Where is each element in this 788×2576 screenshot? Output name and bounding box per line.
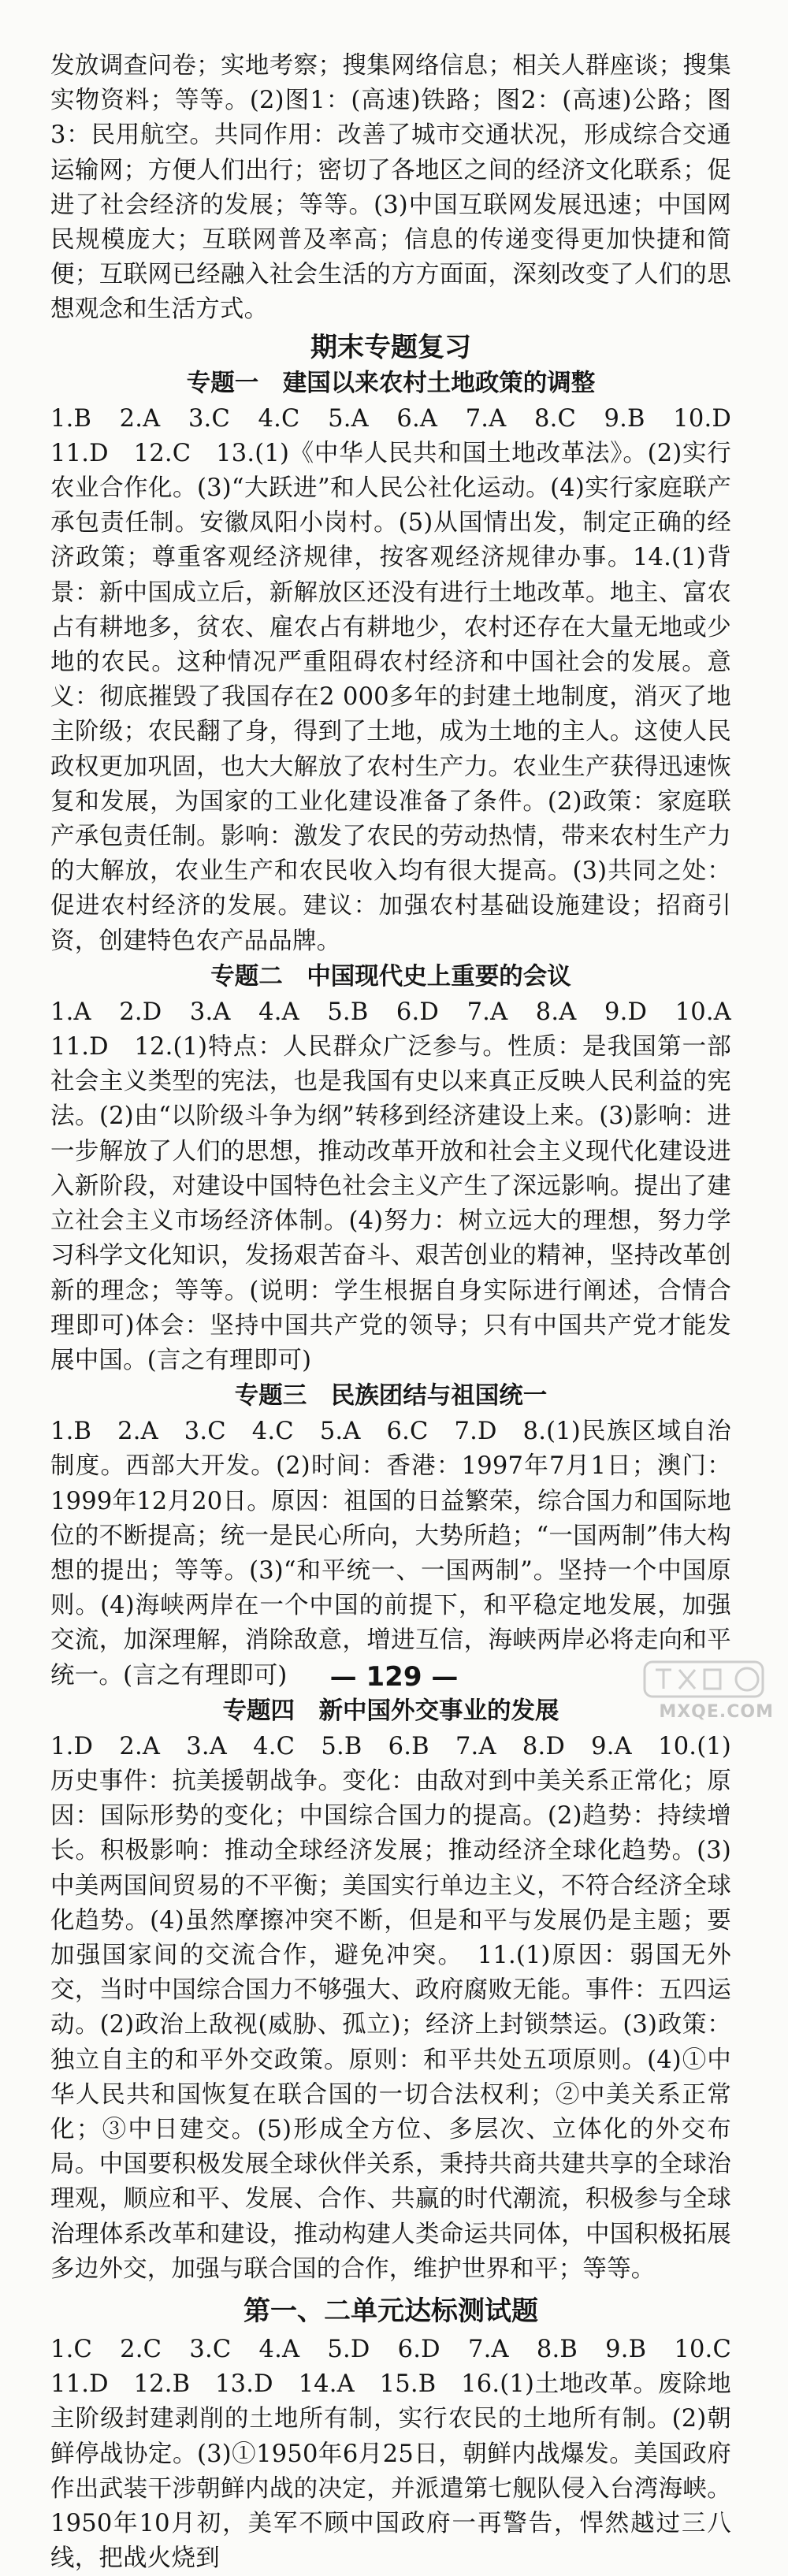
topic-1-body: 1.B 2.A 3.C 4.C 5.A 6.A 7.A 8.C 9.B 10.D 11.D 12.C 13.(1)《中华人民共和国土地改革法》。(2)实行农业合作化。(3)“大跃进”和人民公社化运动。(4)实行家庭联产承包责任制。安徽凤阳小岗村。(5)从国情出发，制定正确的经济政策；尊重客观经济规律，按客观经济规律办事。14.(1)背景：新中国成立后，新解放区还没有进行土地改革。地主、富农占有耕地多，贫农、雇农占有耕地少，农村还存在大量无地或少地的农民。这种情况严重阻碍农村经济和中国社会的发展。意义：彻底摧毁了我国存在2 000多年的封建土地制度，消灭了地主阶级；农民翻了身，得到了土地，成为土地的主人。这使人民政权更加巩固，也大大解放了农村生产力。农业生产获得迅速恢复和发展，为国家的工业化建设准备了条件。(2)政策：家庭联产承包责任制。影响：激发了农民的劳动热情，带来农村生产力的大解放，农业生产和农民收入均有很大提高。(3)共同之处：促进农村经济的发展。建议：加强农村基础设施建设；招商引资，创建特色农产品品牌。 <box>50 404 756 955</box>
topic-3-title: 专题三 民族团结与祖国统一 <box>234 1382 548 1411</box>
watermark-icon <box>640 1657 774 1704</box>
watermark-text: MXQE.COM <box>659 1702 774 1722</box>
topic-3-body: 1.B 2.A 3.C 4.C 5.A 6.C 7.D 8.(1)民族区域自治制度。西部大开发。(2)时间：香港：1997年7月1日；澳门：1999年12月20日。原因：祖国的日益繁荣，综合国力和国际地位的不断提高；统一是民心所向，大势所趋；“一国两制”伟大构想的提出；等等。(3)“和平统一、一国两制”。坚持一个中国原则。(4)海峡两岸在一个中国的前提下，和平稳定地发展，加强交流，加深理解，消除敌意，增进互信，海峡两岸必将走向和平统一。(言之有理即可) <box>50 1418 731 1689</box>
unit-test-body: 1.C 2.C 3.C 4.A 5.D 6.D 7.A 8.B 9.B 10.C 11.D 12.B 13.D 14.A 15.B 16.(1)土地改革。废除地主阶级封建剥削的土地所有制，实行农民的土地所有制。(2)朝鲜停战协定。(3)①1950年6月25日，朝鲜内战爆发。美国政府作出武装干涉朝鲜内战的决定，并派遣第七舰队侵入台湾海峡。1950年10月初，美军不顾中国政府一再警告，悍然越过三八线，把战火烧到 <box>50 2335 756 2573</box>
main-title: 期末专题复习 <box>310 331 471 363</box>
page-number: — 129 — <box>329 1661 459 1693</box>
topic-3-section <box>50 1378 731 1693</box>
topic-4-section <box>50 1693 731 2287</box>
topic-1-section <box>50 366 756 959</box>
topic-1-title: 专题一 建国以来农村土地政策的调整 <box>186 369 596 397</box>
topic-2-title: 专题二 中国现代史上重要的会议 <box>210 962 571 991</box>
unit-test-title: 第一、二单元达标测试题 <box>243 2295 538 2327</box>
topic-2-section <box>50 959 756 1378</box>
intro-paragraph: 发放调查问卷；实地考察；搜集网络信息；相关人群座谈；搜集实物资料；等等。(2)图1：(高速)铁路；图2：(高速)公路；图3：民用航空。共同作用：改善了城市交通状况，形成综合交通运输网；方便人们出行；密切了各地区之间的经济文化联系；促进了社会经济的发展；等等。(3)中国互联网发展迅速；中国网民规模庞大；互联网普及率高；信息的传递变得更加快捷和简便；互联网已经融入社会生活的方方面面，深刻改变了人们的思想观念和生活方式。 <box>50 52 731 324</box>
unit-test-section <box>50 2292 756 2576</box>
topic-4-body: 1.D 2.A 3.A 4.C 5.B 6.B 7.A 8.D 9.A 10.(1)历史事件：抗美援朝战争。变化：由敌对到中美关系正常化；原因：国际形势的变化；中国综合国力的提高。(2)趋势：持续增长。积极影响：推动全球经济发展；推动经济全球化趋势。(3)中美两国间贸易的不平衡；美国实行单边主义，不符合经济全球化趋势。(4)虽然摩擦冲突不断，但是和平与发展仍是主题；要加强国家间的交流合作，避免冲突。 11.(1)原因：弱国无外交，当时中国综合国力不够强大、政府腐败无能。事件：五四运动。(2)政治上敌视(威胁、孤立)；经济上封锁禁运。(3)政策：独立自主的和平外交政策。原则：和平共处五项原则。(4)①中华人民共和国恢复在联合国的一切合法权利；②中美关系正常化；③中日建交。(5)形成全方位、多层次、立体化的外交布局。中国要积极发展全球伙伴关系，秉持共商共建共享的全球治理观，顺应和平、发展、合作、共赢的时代潮流，积极参与全球治理体系改革和建设，推动构建人类命运共同体，中国积极拓展多边外交，加强与联合国的合作，维护世界和平；等等。 <box>50 1732 731 2283</box>
topic-4-title: 专题四 新中国外交事业的发展 <box>222 1697 559 1725</box>
topic-2-body: 1.A 2.D 3.A 4.A 5.B 6.D 7.A 8.A 9.D 10.A 11.D 12.(1)特点：人民群众广泛参与。性质：是我国第一部社会主义类型的宪法，也是我国有史以来真正反映人民利益的宪法。(2)由“以阶级斗争为纲”转移到经济建设上来。(3)影响：进一步解放了人们的思想，推动改革开放和社会主义现代化建设进入新阶段，对建设中国特色社会主义产生了深远影响。提出了建立社会主义市场经济体制。(4)努力：树立远大的理想，努力学习科学文化知识，发扬艰苦奋斗、艰苦创业的精神，坚持改革创新的理念；等等。(说明：学生根据自身实际进行阐述，合情合理即可)体会：坚持中国共产党的领导；只有中国共产党才能发展中国。(言之有理即可) <box>50 998 756 1374</box>
watermark-logo <box>640 1657 774 1722</box>
